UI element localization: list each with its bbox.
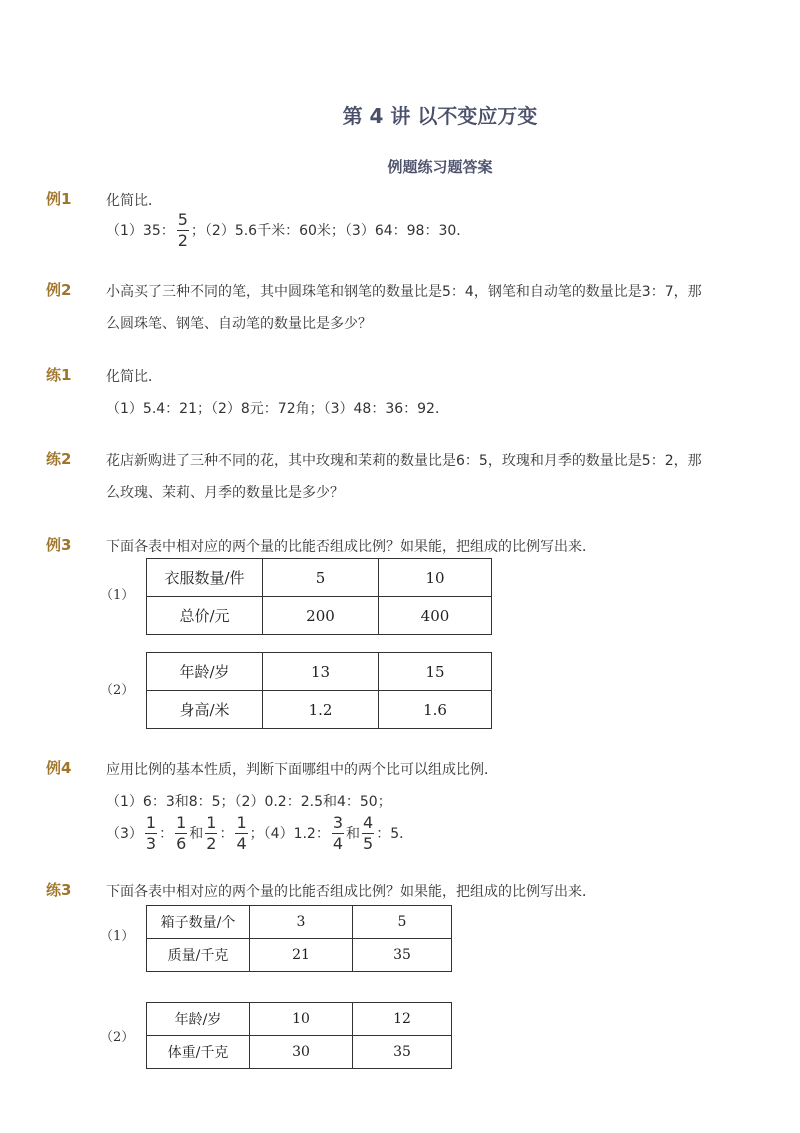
- fraction: [177, 209, 189, 250]
- table-cell: 体重/千克: [147, 1036, 250, 1069]
- table-row: [147, 1036, 452, 1069]
- table-cell: 15: [379, 653, 492, 691]
- table-cell: 10: [250, 1003, 353, 1036]
- question-line: [106, 811, 413, 855]
- text-segment: ：5．: [376, 826, 414, 842]
- text-segment: （1）35：: [106, 223, 175, 239]
- question-line: [106, 210, 470, 250]
- question-text: 化简比．: [106, 369, 162, 385]
- text-segment: （3）: [106, 826, 143, 842]
- table-cell: 3: [250, 906, 353, 939]
- fraction-denominator: 4: [236, 833, 247, 853]
- table-cell: 1.6: [379, 691, 492, 729]
- data-table: [146, 558, 492, 635]
- table-row: [147, 906, 452, 939]
- table-cell: 35: [353, 939, 452, 972]
- text-segment: ；（2）5.6千米：60米；（3）64：98：30．: [190, 223, 471, 239]
- table-cell: 35: [353, 1036, 452, 1069]
- data-table: [146, 652, 492, 729]
- fraction-denominator: 2: [177, 230, 188, 250]
- text-segment: 和: [346, 826, 361, 842]
- question-text: （1）5.4：21；（2）8元：72角；（3）48：36：92．: [106, 401, 449, 417]
- table-row: [147, 653, 492, 691]
- question-text: 小高买了三种不同的笔，其中圆珠笔和钢笔的数量比是5：4，钢笔和自动笔的数量比是3：7，那: [106, 284, 702, 300]
- question-label: 练1: [46, 366, 72, 384]
- question-label: 练2: [46, 450, 72, 468]
- table-row: [147, 691, 492, 729]
- question-label: 例3: [46, 536, 72, 554]
- table-cell: 年龄/岁: [147, 653, 263, 691]
- fraction: [332, 812, 344, 853]
- table-tag: （2）: [100, 683, 135, 698]
- text-segment: ：: [159, 826, 174, 842]
- fraction-denominator: 3: [145, 833, 157, 853]
- question-label: 例2: [46, 281, 72, 299]
- table-cell: 1.2: [263, 691, 379, 729]
- fraction-denominator: 2: [206, 833, 217, 853]
- page-title: 第 4 讲 以不变应万变: [342, 104, 538, 128]
- fraction-numerator: 1: [206, 812, 217, 832]
- question-text: 应用比例的基本性质，判断下面哪组中的两个比可以组成比例．: [106, 762, 498, 778]
- table-cell: 400: [379, 597, 492, 635]
- table-cell: 12: [353, 1003, 452, 1036]
- table-cell: 年龄/岁: [147, 1003, 250, 1036]
- question-label: 例4: [46, 759, 72, 777]
- table-cell: 10: [379, 559, 492, 597]
- table-cell: 13: [263, 653, 379, 691]
- fraction: [145, 812, 157, 853]
- question-text: 下面各表中相对应的两个量的比能否组成比例？如果能，把组成的比例写出来．: [106, 539, 596, 555]
- fraction-numerator: 4: [363, 812, 374, 832]
- question-label: 例1: [46, 190, 72, 208]
- question-text: 化简比．: [106, 193, 162, 209]
- question-text: 花店新购进了三种不同的花，其中玫瑰和茉莉的数量比是6：5，玫瑰和月季的数量比是5：2，那: [106, 453, 702, 469]
- fraction-denominator: 6: [176, 833, 187, 853]
- table-cell: 5: [263, 559, 379, 597]
- data-table: [146, 1002, 452, 1069]
- fraction-numerator: 5: [177, 209, 188, 229]
- table-cell: 5: [353, 906, 452, 939]
- fraction-numerator: 1: [145, 812, 157, 832]
- table-cell: 衣服数量/件: [147, 559, 263, 597]
- table-cell: 30: [250, 1036, 353, 1069]
- page-subtitle: 例题练习题答案: [387, 158, 493, 176]
- fraction: [205, 812, 217, 853]
- table-cell: 质量/千克: [147, 939, 250, 972]
- fraction-numerator: 1: [236, 812, 247, 832]
- fraction: [362, 812, 374, 853]
- data-table: [146, 905, 452, 972]
- question-text: 么玫瑰、茉莉、月季的数量比是多少？: [106, 485, 344, 501]
- table-tag: （1）: [100, 929, 135, 944]
- fraction-numerator: 1: [176, 812, 187, 832]
- fraction: [235, 812, 247, 853]
- fraction-numerator: 3: [332, 812, 344, 832]
- table-tag: （2）: [100, 1030, 135, 1045]
- table-cell: 箱子数量/个: [147, 906, 250, 939]
- text-segment: 和: [189, 826, 204, 842]
- table-row: [147, 597, 492, 635]
- question-label: 练3: [46, 881, 72, 899]
- question-text: 么圆珠笔、钢笔、自动笔的数量比是多少？: [106, 316, 372, 332]
- fraction: [175, 812, 187, 853]
- table-row: [147, 559, 492, 597]
- question-text: （1）6：3和8：5；（2）0.2：2.5和4：50；: [106, 794, 392, 810]
- table-cell: 21: [250, 939, 353, 972]
- table-cell: 200: [263, 597, 379, 635]
- text-segment: ；（4）1.2：: [249, 826, 330, 842]
- table-cell: 身高/米: [147, 691, 263, 729]
- table-row: [147, 1003, 452, 1036]
- table-cell: 总价/元: [147, 597, 263, 635]
- fraction-denominator: 4: [332, 833, 344, 853]
- table-row: [147, 939, 452, 972]
- table-tag: （1）: [100, 588, 135, 603]
- question-text: 下面各表中相对应的两个量的比能否组成比例？如果能，把组成的比例写出来．: [106, 884, 596, 900]
- text-segment: ：: [219, 826, 234, 842]
- fraction-denominator: 5: [363, 833, 374, 853]
